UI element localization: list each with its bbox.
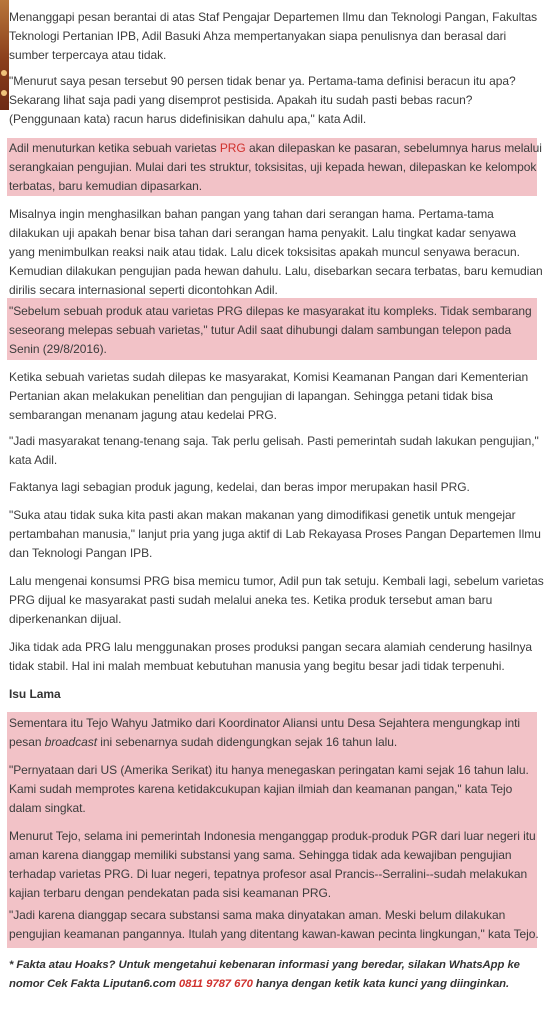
article-paragraph-highlighted: "Jadi karena dianggap secara substansi sama maka dinyatakan aman. Meski belum dilakukan pengujian keamanan pangannya. Itulah yang ditentang kawan-kawan pecinta lingkungan," kata Tejo. — [9, 908, 539, 941]
article-paragraph: Jika tidak ada PRG lalu menggunakan proses produksi pangan secara alamiah cenderung hasilnya tidak stabil. Hal ini malah membuat kebutuhan manusia yang begitu besar jadi tidak terpenuhi. — [9, 640, 533, 673]
article-paragraph: "Jadi masyarakat tenang-tenang saja. Tak perlu gelisah. Pasti pemerintah sudah lakukan pengujian," kata Adil. — [9, 434, 539, 467]
article-paragraph-highlighted: "Pernyataan dari US (Amerika Serikat) itu hanya menegaskan peringatan kami sejak 16 tahun lalu. Kami sudah memprotes karena ketidakcukupan kajian ilmiah dan keamanan pangan," kata Tejo dalam singkat. — [9, 763, 529, 815]
article-paragraph-highlighted: Adil menuturkan ketika sebuah varietas PRG akan dilepaskan ke pasaran, sebelumnya harus melalui serangkaian pengujian. Mulai dari tes struktur, toksisitas, uji kepada hewan, dilepaskan ke kelompok terbatas, baru kemudian dipasarkan. — [9, 141, 542, 193]
article-paragraph: Faktanya lagi sebagian produk jagung, kedelai, dan beras impor merupakan hasil PRG. — [9, 480, 470, 494]
section-heading: Isu Lama — [9, 687, 61, 701]
article-paragraph: "Suka atau tidak suka kita pasti akan makan makanan yang dimodifikasi genetik untuk mengejar pertambahan manusia," lanjut pria yang juga aktif di Lab Rekayasa Proses Pangan Departemen Ilmu dan Teknologi Pangan IPB. — [9, 508, 541, 560]
prg-link[interactable]: PRG — [219, 141, 246, 155]
article-paragraph-highlighted: "Sebelum sebuah produk atau varietas PRG dilepas ke masyarakat itu kompleks. Tidak sembarang seseorang melepas sebuah varietas," tutur Adil saat dihubungi dalam sambungan telepon pada Senin (29/8/2016). — [9, 304, 532, 356]
article-paragraph: Menanggapi pesan berantai di atas Staf Pengajar Departemen Ilmu dan Teknologi Pangan, Fakultas Teknologi Pertanian IPB, Adil Basuki Ahza mempertanyakan siapa penulisnya dan berasal dari sumber terpercaya atau tidak. — [9, 10, 538, 62]
article-paragraph-highlighted: Sementara itu Tejo Wahyu Jatmiko dari Koordinator Aliansi untu Desa Sejahtera mengungkap inti pesan broadcast ini sebenarnya sudah didengungkan sejak 16 tahun lalu. — [9, 716, 520, 749]
whatsapp-number[interactable]: 0811 9787 670 — [178, 978, 253, 990]
fact-check-footer: * Fakta atau Hoaks? Untuk mengetahui kebenaran informasi yang beredar, silakan WhatsApp ke nomor Cek Fakta Liputan6.com 0811 9787 670 hanya dengan ketik kata kunci yang diinginkan. — [9, 959, 520, 990]
article-paragraph: Misalnya ingin menghasilkan bahan pangan yang tahan dari serangan hama. Pertama-tama dilakukan uji apakah benar bisa tahan dari serangan hama penyakit. Lalu tingkat kadar senyawa yang menimbulkan reaksi naik atau tidak. Lalu dicek toksisitas apakah muncul senyawa beracun. Kemudian dilakukan pengujian pada hewan dahulu. Lalu, disebarkan secara terbatas, baru kemudian dirilis secara internasional seperti dicontohkan Adil. — [9, 207, 543, 297]
article-paragraph: "Menurut saya pesan tersebut 90 persen tidak benar ya. Pertama-tama definisi beracun itu apa? Sekarang lihat saja padi yang disemprot pestisida. Apakah itu sudah pasti bebas racun? (Penggunaan kata) racun harus didefinisikan dahulu apa," kata Adil. — [9, 74, 516, 126]
article-paragraph: Lalu mengenai konsumsi PRG bisa memicu tumor, Adil pun tak setuju. Kembali lagi, sebelum varietas PRG dijual ke masyarakat pasti sudah melalui aneka tes. Ketika produk tersebut aman baru diperkenankan dijual. — [9, 574, 544, 626]
article-paragraph: Ketika sebuah varietas sudah dilepas ke masyarakat, Komisi Keamanan Pangan dari Kementerian Pertanian akan melakukan penelitian dan pengujian di lapangan. Sehingga petani tidak bisa sembarangan menanam jagung atau kedelai PRG. — [9, 370, 529, 422]
article-paragraph-highlighted: Menurut Tejo, selama ini pemerintah Indonesia menganggap produk-produk PGR dari luar negeri itu aman karena dianggap memiliki substansi yang sama. Sehingga tidak ada kewajiban pengujian terhadap varietas PRG. Di luar negeri, tepatnya profesor asal Prancis--Serralini--sudah melakukan kajian terbaru dengan pendekatan pada sisi keamanan PRG. — [9, 829, 536, 900]
